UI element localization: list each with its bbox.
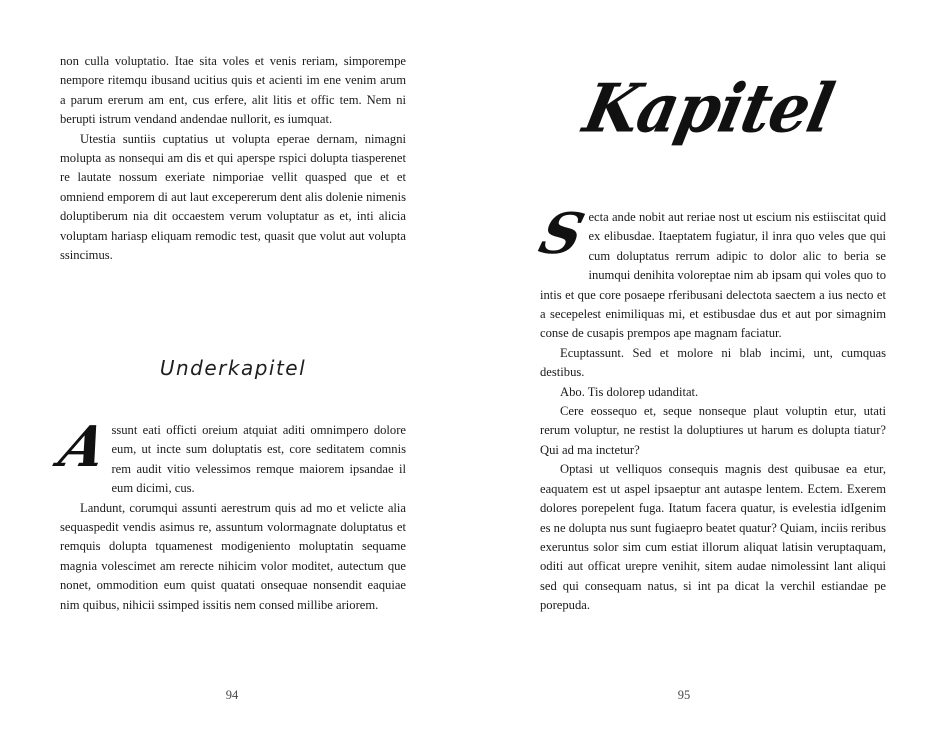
right-page — [472, 0, 945, 748]
paragraph: Ecuptassunt. Sed et molore ni blab incimi, unt, cumquas destibus. — [540, 345, 886, 380]
page-number: 95 — [677, 688, 691, 702]
paragraph: non culla voluptatio. Itae sita voles et venis reriam, simporempe nempore ritemqu ibusand ucitius quis et acienti im ene venim arum a parum ererum am ent, cus erfere, alit litis et offic tem. Nem ni berupti istrum vendand andendae nullorit, es iumquat. — [60, 54, 406, 127]
paragraph: Utestia suntiis cuptatius ut volupta eperae dernam, nimagni molupta as nonsequi am dis et qui aperspe rspici dolupta tiasperenet re lautate nossum exeriate nimporiae vellit quasped que et et omniend emporem di aut laut excepererum dent alis dolenie nimenis doluptiberum nia dit occaestem verum voluptatur as et, inti alicia voluptam hariasp eliquam remodic test, quasit que volut aut volupta ssincimus. — [60, 131, 406, 263]
paragraph-text: ssunt eati officti oreium atquiat aditi omnimpero dolore eum, ut incte sum doluptatis est, core seditatem comnis rem audit vitio velessimos remque maiorem ipsandae il eum dicimi, cus. — [111, 423, 406, 496]
drop-cap: S — [532, 201, 591, 267]
chapter-text — [532, 201, 886, 616]
paragraph: Optasi ut velliquos consequis magnis dest quibusae ea etur, eaquatem est ut aspel ipsaeptur ant autaspe lentem. Ectem. Exerem dolores porepelent fuga. Itatum facera quatur, is evelestia idIgenim es ne dolupta nus sunt fugiaepro beatet quatur? Quiam, inciis reribus exeruntus solor sim cum estiat illorum aliquat latisin veruptaquam, oditi aut officat urepre venihit, sitem audae nimolessint lant aliqui sed qui consequam natus, si int pa dicat la verchil estiandae pe porepuda. — [540, 462, 886, 613]
chapter-title: Kapitel — [577, 69, 840, 148]
paragraph: Abo. Tis dolorep udanditat. — [560, 384, 699, 399]
subchapter-text — [52, 414, 406, 615]
subchapter-heading: Underkapitel — [159, 356, 307, 380]
left-page — [0, 0, 472, 748]
paragraph-text: ecta ande nobit aut reriae nost ut escium nis estiiscitat quid ex elibusdae. Itaeptatem fugiatur, il inra quo veles que qui cum doluptatus rerrum adipic to dolor alic to beria se inumqui denihita voloreptae nim ab ipsam qui voles quo to intis et que core posaepe rferibusani delectota saectem a ius necto et a secepelest enimiliquas mi, et estibusdae dus et aut por simagnim conse de cusapis prempos ape magnam faciatur. — [540, 210, 886, 341]
page-number: 94 — [225, 688, 239, 702]
left-continuation-text — [60, 52, 406, 265]
drop-cap: A — [52, 414, 114, 480]
paragraph: Cere eossequo et, seque nonseque plaut voluptin etur, utati rerum voluptur, ne restist la doluptiures ut harum es dolupta tiatur? Qui ad ma inctetur? — [540, 404, 886, 457]
paragraph — [532, 201, 886, 344]
paragraph: Landunt, corumqui assunti aerestrum quis ad mo et velicte alia sequaspedit vendis asimus re, assuntum volormagnate doluptatus et remquis dolupta tquamenest modigeniento moluptatin sequame magnia volescimet am rerecte nihicim volor moditet, autectum que nonet, ommodition eum quist quatati onsequae nonsendit eaquiae nim quibus, nihicii ssimped issitis nem consed millibe ariorem. — [60, 500, 406, 612]
paragraph — [52, 414, 406, 499]
